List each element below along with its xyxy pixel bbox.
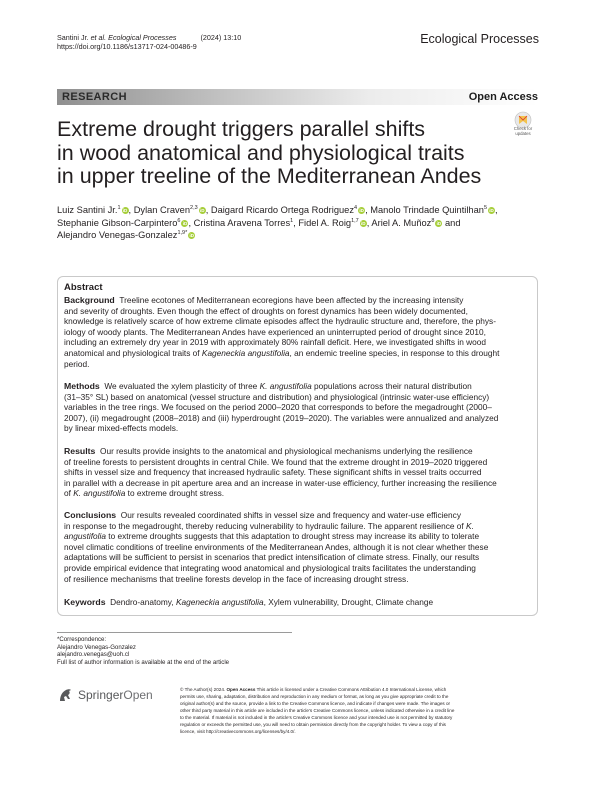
orcid-icon[interactable]: iD [489, 208, 494, 213]
abstract-background: Background Treeline ecotones of Mediterranean ecoregions have been affected by the increasing intensity and severity of droughts. Even though the effect of droughts on forest dynamics has been widely documented, knowledge is relatively scarce of how extreme climate episodes affect the hydraulic structure and, therefore, the phys- iology of woody plants. The Mediterranean Andes have experienced an uninterrupted period of drought since 2010, including an extremely dry year in 2019 with approximately 80% rainfall deficit. Here, we investigated shifts in wood anatomical and physiological traits of Kageneckia angustifolia, an endemic treeline species, in response to this drought period. [64, 295, 500, 369]
abstract-heading: Abstract [64, 282, 103, 293]
orcid-icon[interactable]: iD [189, 233, 194, 238]
title-line: Extreme drought triggers parallel shifts [57, 117, 426, 141]
doi-link[interactable]: https://doi.org/10.1186/s13717-024-00486-9 [57, 42, 197, 51]
orcid-icon[interactable]: iD [359, 208, 364, 213]
journal-name: Ecological Processes [420, 32, 539, 46]
correspondence-email[interactable]: alejandro.venegas@uoh.cl [57, 651, 130, 659]
orcid-icon[interactable]: iD [199, 208, 205, 213]
author-list: Luiz Santini Jr.$^1$ iD, Dylan Craven$^{2,3}$ iD, Daigard Ricardo Ortega Rodriguez$^4$ iD, Manolo Trindade Quintilhan$^5$ iD, Stephanie Gibson-Carpintero$^6$ iD, Cristina Aravena Torres$^1$, Fidel A. Roig$^{1,7}$ iD, Ariel A. Muñoz$^8$ iD and Alejandro Venegas-Gonzalez$^{1,9*}$ iD [57, 204, 498, 240]
abstract-keywords: Keywords Dendro-anatomy, Kageneckia angustifolia, Xylem vulnerability, Drought, Climate change [64, 597, 434, 607]
license-text: © The Author(s) 2024. Open Access This article is licensed under a Creative Commons Attribution 4.0 International License, which permits use, sharing, adaptation, distribution and reproduction in any medium or format, as long as you give appropriate credit to the original author(s) and the source, provide a link to the Creative Commons licence, and indicate if changes were made. The images or other third party material in this article are included in the article’s Creative Commons licence, unless indicated otherwise in a credit line to the material. If material is not included in the article’s Creative Commons licence and your intended use is not permitted by statutory regulation or exceeds the permitted use, you will need to obtain permission directly from the copyright holder. To view a copy of this licence, visit http://creativecommons.org/licenses/by/4.0/. [180, 686, 540, 735]
license-link[interactable]: licence, visit http://creativecommons.org/licenses/by/4.0/. [180, 729, 296, 735]
title-line: in upper treeline of the Mediterranean Andes [57, 164, 482, 188]
author-name[interactable]: Cristina Aravena Torres [193, 217, 291, 228]
author-name[interactable]: Dylan Craven [133, 205, 191, 215]
article-title [57, 118, 497, 189]
author-name[interactable]: Luiz Santini Jr. [57, 205, 118, 215]
citation-line: Santini Jr. et al. Ecological Processes (2024) 13:10 [57, 33, 242, 42]
correspondence-note: *Correspondence: Alejandro Venegas-Gonzalez alejandro.venegas@uoh.cl Full list of author information is available at the end of the article [57, 636, 230, 667]
springer-open-logo: SpringerOpen [78, 688, 153, 702]
orcid-icon[interactable]: iD [436, 220, 442, 226]
abstract-methods: Methods We evaluated the xylem plasticity of three K. angustifolia populations across their natural distribution (31–35° SL) based on anatomical (vessel structure and distribution) and physiological (intrinsic water-use efficiency) variables in the tree rings. We focused on the period 2000–2020 that corresponds to before the megadrought (2000– 2007), (ii) megadrought (2008–2018) and (iii) hyperdrought (2019–2020). The variables were annualized and analyzed by linear mixed-effects models. [64, 381, 499, 434]
author-name[interactable]: Stephanie Gibson-Carpintero [57, 217, 178, 228]
article-type-label: RESEARCH [62, 91, 127, 103]
abstract-results: Results Our results provide insights to the anatomical and physiological mechanisms underlying the resilience of treeline forests to persistent droughts in central Chile. We found that the extreme drought in 2019–2020 triggered shifts in vessel size and frequency that increased hydraulic safety. These significant shifts in vessel traits occurred in parallel with a decrease in pit aperture area and an increase in water-use efficiency, further increasing the resilience of K. angustifolia to extreme drought stress. [64, 446, 497, 499]
check-for-updates-label: Check for updates [513, 126, 533, 136]
title-line: in wood anatomical and physiological traits [57, 140, 465, 165]
author-name[interactable]: Fidel A. Roig [298, 217, 352, 228]
orcid-icon[interactable]: iD [122, 208, 128, 213]
author-name[interactable]: Daigard Ricardo Ortega Rodriguez [210, 205, 354, 215]
footnote-divider [57, 632, 292, 633]
springer-horse-icon [57, 687, 75, 703]
author-name[interactable]: Alejandro Venegas-Gonzalez [57, 230, 178, 240]
author-name[interactable]: Manolo Trindade Quintilhan [370, 205, 484, 215]
article-type-band [57, 89, 538, 105]
orcid-icon[interactable]: iD [360, 220, 366, 226]
abstract-conclusions: Conclusions Our results revealed coordinated shifts in vessel size and frequency and water-use efficiency in response to the megadrought, thereby reducing vulnerability to hydraulic failure. The apparent resilience of K. angustifolia to extreme droughts suggests that this adaptation to drought stress may increase its ability to tolerate novel climatic conditions of treeline environments of the Mediterranean Andes, although it is not clear whether these adaptations will be sufficient to persist in scenarios that predict intensification of climate stress. Finally, our results provide empirical evidence that integrating wood anatomical and physiological traits facilitates the understanding of resilience mechanisms that treeline forests develop in the face of increasing drought stress. [64, 510, 489, 584]
author-name[interactable]: Ariel A. Muñoz [371, 217, 432, 228]
orcid-icon[interactable]: iD [182, 220, 188, 226]
open-access-label: Open Access [468, 91, 538, 103]
